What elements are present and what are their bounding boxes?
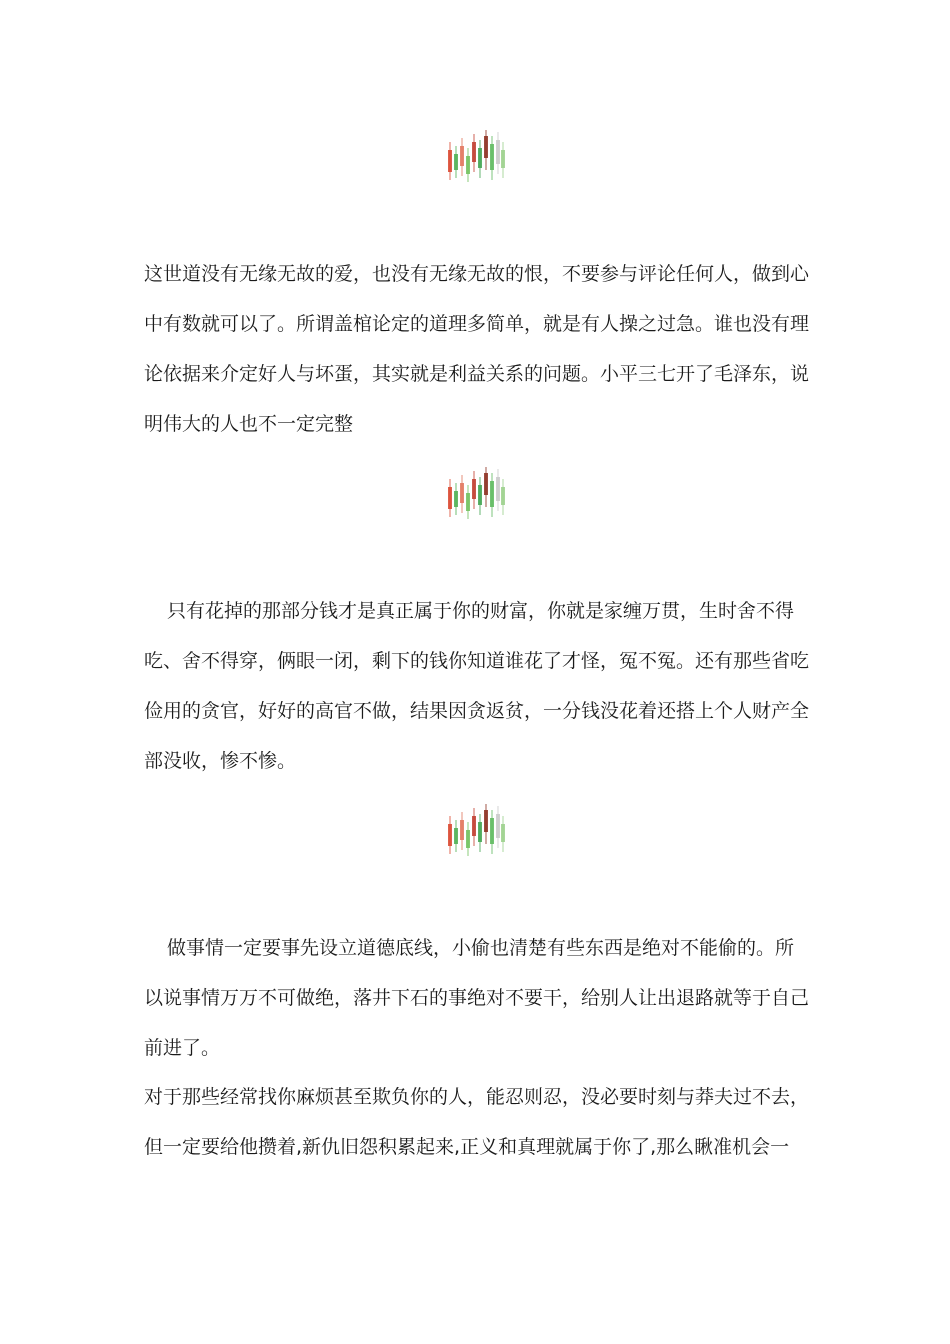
candle-body bbox=[478, 822, 482, 842]
candle-body bbox=[501, 824, 505, 842]
candle-body bbox=[466, 156, 470, 174]
candle-body bbox=[501, 150, 505, 168]
candle-body bbox=[484, 136, 488, 158]
candle-body bbox=[472, 816, 476, 836]
candle-body bbox=[454, 828, 458, 844]
candle-body bbox=[454, 491, 458, 507]
paragraph-4: 对于那些经常找你麻烦甚至欺负你的人，能忍则忍，没必要时刻与莽夫过不去，但一定要给他攒着,新仇旧怨积累起来,正义和真理就属于你了,那么瞅准机会一 bbox=[144, 1086, 810, 1158]
candlestick-ornament-2 bbox=[444, 465, 506, 521]
candle-body bbox=[484, 810, 488, 832]
candle-body bbox=[490, 818, 494, 844]
candle-body bbox=[466, 830, 470, 848]
candle-body bbox=[448, 150, 452, 172]
candle-body bbox=[478, 485, 482, 505]
candle-body bbox=[478, 148, 482, 168]
candle-body bbox=[448, 824, 452, 846]
paragraph-1: 这世道没有无缘无故的爱，也没有无缘无故的恨，不要参与评论任何人，做到心中有数就可以了。所谓盖棺论定的道理多简单，就是有人操之过急。谁也没有理论依据来介定好人与坏蛋，其实就是利益关系的问题。小平三七开了毛泽东，说明伟大的人也不一定完整 bbox=[144, 263, 810, 435]
candle-body bbox=[472, 142, 476, 162]
candle-body bbox=[460, 820, 464, 840]
candle-body bbox=[448, 487, 452, 509]
paragraph-3: 做事情一定要事先设立道德底线，小偷也清楚有些东西是绝对不能偷的。所以说事情万万不可做绝，落井下石的事绝对不要干，给别人让出退路就等于自己前进了。 bbox=[144, 937, 810, 1059]
candle-body bbox=[454, 154, 458, 170]
candle-body bbox=[460, 483, 464, 503]
candle-body bbox=[460, 146, 464, 166]
paragraph-2: 只有花掉的那部分钱才是真正属于你的财富，你就是家缠万贯，生时舍不得吃、舍不得穿，俩眼一闭，剩下的钱你知道谁花了才怪，冤不冤。还有那些省吃俭用的贪官，好好的高官不做，结果因贪返贫，一分钱没花着还搭上个人财产全部没收，惨不惨。 bbox=[144, 600, 810, 772]
candle-body bbox=[496, 477, 500, 501]
candle-body bbox=[496, 814, 500, 838]
candle-body bbox=[490, 481, 494, 507]
candle-body bbox=[490, 144, 494, 170]
candle-body bbox=[501, 487, 505, 505]
candlestick-ornament-1 bbox=[444, 128, 506, 184]
candle-body bbox=[496, 140, 500, 164]
candlestick-ornament-3 bbox=[444, 802, 506, 858]
candle-body bbox=[484, 473, 488, 495]
candle-body bbox=[466, 493, 470, 511]
candle-body bbox=[472, 479, 476, 499]
